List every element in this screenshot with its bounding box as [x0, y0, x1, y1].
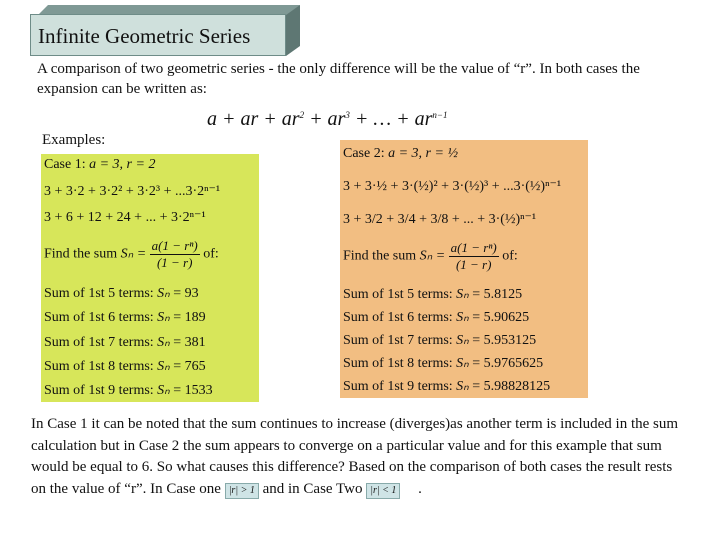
- case1-panel: [41, 154, 259, 402]
- case1-sum-row: Sum of 1st 9 terms: Sₙ = 1533: [44, 383, 213, 398]
- case2-sum-row: Sum of 1st 6 terms: Sₙ = 5.90625: [343, 310, 530, 325]
- case2-formula: Find the sum Sₙ = $\frac{\text{a(1 − rⁿ)}}{(1 - r)}$ of:: [343, 240, 518, 272]
- case2-sum-row: Sum of 1st 9 terms: Sₙ = 5.98828125: [343, 379, 551, 394]
- examples-label: Examples:: [42, 132, 106, 148]
- case2-heading: Case 2: a = 3, r = ½: [343, 146, 458, 161]
- case2-formula-fraction: $\frac{\text{a(1 − rⁿ)}}{(1 - r)}$: [450, 240, 497, 272]
- case2-sum-row: Sum of 1st 5 terms: Sₙ = 5.8125: [343, 287, 523, 302]
- case1-formula-fraction: $\frac{\text{a(1 − rⁿ)}}{(1 - r)}$: [151, 238, 198, 270]
- case1-formula: Find the sum Sₙ = $\frac{\text{a(1 − rⁿ)}}{(1 - r)}$ of:: [44, 238, 219, 270]
- case2-numeric: 3 + 3/2 + 3/4 + 3/8 + ... + 3·(½)ⁿ⁻¹: [343, 212, 537, 227]
- case1-expansion: 3 + 3·2 + 3·2² + 3·2³ + ...3·2ⁿ⁻¹: [44, 184, 221, 199]
- case2-expansion: 3 + 3·½ + 3·(½)² + 3·(½)³ + ...3·(½)ⁿ⁻¹: [343, 179, 562, 194]
- general-formula: a + ar + $ar^2 + ar^3$ + … + $ar^{n-1}$: [207, 108, 448, 130]
- case1-r-condition: |r| > 1: [225, 483, 259, 499]
- case2-sum-row: Sum of 1st 8 terms: Sₙ = 5.9765625: [343, 356, 544, 371]
- intro-text: A comparison of two geometric series - the only difference will be the value of “r”. In both cases the expansion can be written as:: [37, 61, 640, 97]
- case1-sum-row: Sum of 1st 6 terms: Sₙ = 189: [44, 310, 206, 325]
- case1-numeric: 3 + 6 + 12 + 24 + ... + 3·2ⁿ⁻¹: [44, 210, 206, 225]
- conclusion-text: In Case 1 it can be noted that the sum continues to increase (diverges)as another term is included in the sum calculation but in Case 2 the sum appears to converge on a particular value and for this example that sum would be equal to 6. So what causes this difference? Based on the comparison of both cases the result rests on the value of “r”. In Case one |r| > 1 and in Case Two |r| < 1 .: [31, 416, 679, 497]
- page-title: Infinite Geometric Series: [38, 24, 251, 48]
- case1-sum-row: Sum of 1st 5 terms: Sₙ = 93: [44, 286, 199, 301]
- case1-heading: Case 1: a = 3, r = 2: [44, 157, 156, 172]
- case2-panel: [340, 140, 588, 398]
- case2-r-condition: |r| < 1: [366, 483, 400, 499]
- case1-sum-row: Sum of 1st 8 terms: Sₙ = 765: [44, 359, 206, 374]
- case2-sum-row: Sum of 1st 7 terms: Sₙ = 5.953125: [343, 333, 537, 348]
- case1-sum-row: Sum of 1st 7 terms: Sₙ = 381: [44, 335, 206, 350]
